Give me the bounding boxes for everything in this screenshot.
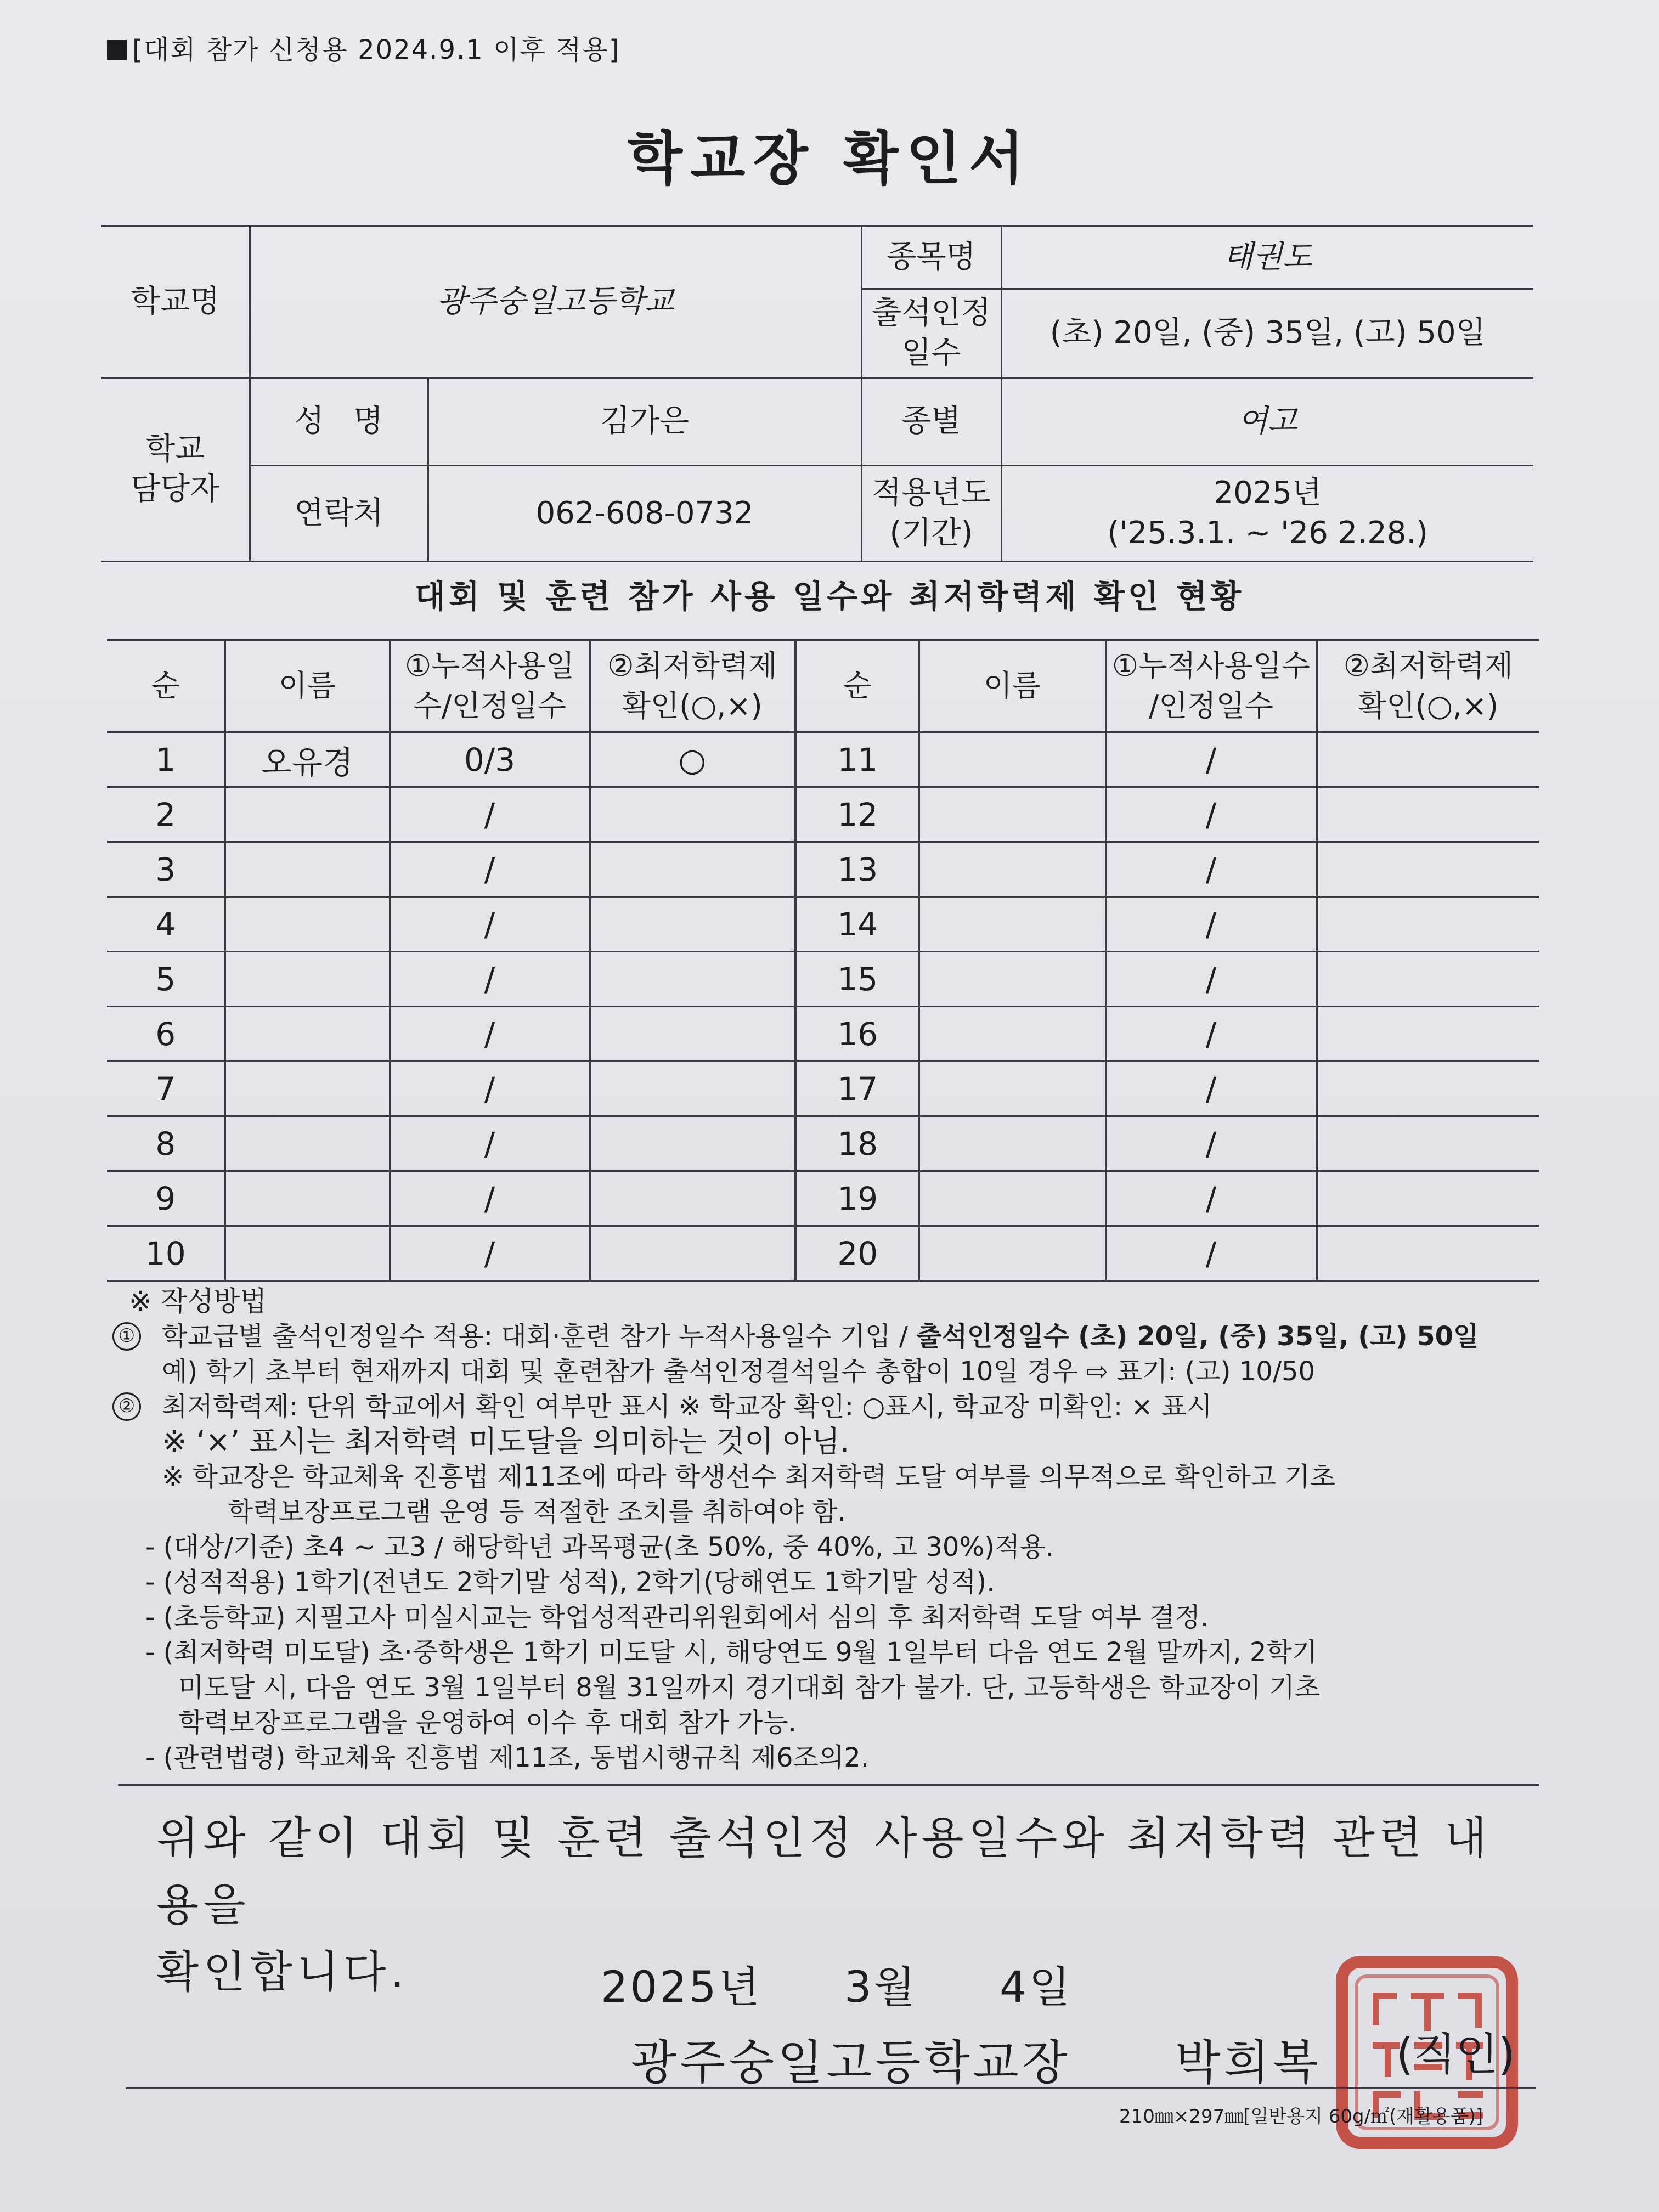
attendance-label: 출석인정 일수 [861,289,1001,378]
instructions [112,1284,1550,1775]
row-number-right: 14 [795,897,919,952]
student-name-right [919,1062,1105,1116]
note-dash-5: - (관련법령) 학교체육 진흥법 제11조, 동법시행규칙 제6조의2. [145,1742,870,1773]
student-name: 오유경 [225,732,390,787]
days-used-right: / [1105,952,1317,1007]
row-number: 4 [107,897,225,952]
student-name-right [919,1116,1105,1171]
signer [631,2024,1322,2092]
minimum-check: ○ [590,732,795,787]
footer-divider [126,2087,1536,2089]
student-name-right [919,732,1105,787]
minimum-check-right [1317,842,1539,897]
header-check-right: ②최저학력제 확인(○,×) [1317,640,1539,732]
period-value: ('25.3.1. ~ '26 2.28.) [1107,515,1428,551]
row-number-right: 19 [795,1171,919,1226]
minimum-check [590,842,795,897]
minimum-check [590,1171,795,1226]
row-number-right: 18 [795,1116,919,1171]
minimum-check [590,1007,795,1062]
divider [118,1784,1539,1786]
header-name-right: 이름 [919,640,1105,732]
instructions-title: ※ 작성방법 [129,1285,267,1317]
days-used: / [390,897,590,952]
minimum-check-right [1317,732,1539,787]
days-used-right: / [1105,732,1317,787]
note-1-bold: 출석인정일수 (초) 20일, (중) 35일, (고) 50일 [916,1321,1479,1352]
table-row [107,732,1539,787]
header-no-right: 순 [795,640,919,732]
student-name [225,1171,390,1226]
note-1 [112,1319,1550,1354]
student-name-right [919,952,1105,1007]
table-row [107,1062,1539,1116]
note-2-b1: ※ 학교장은 학교체육 진흥법 제11조에 따라 학생선수 최저학력 도달 여부를 의무적으로 확인하고 기초 [162,1462,1336,1492]
seal-label: (직인) [1396,2029,1515,2080]
row-number-right: 20 [795,1226,919,1281]
confirmation-line-1: 위와 같이 대회 및 훈련 출석인정 사용일수와 최저학력 관련 내용을 [156,1813,1491,1931]
row-number-right: 17 [795,1062,919,1116]
student-name [225,1116,390,1171]
row-number-right: 12 [795,787,919,842]
row-number: 9 [107,1171,225,1226]
note-dash-3: - (초등학교) 지필고사 미실시교는 학업성적관리위원회에서 심의 후 최저학력 도달 여부 결정. [145,1602,1209,1633]
circled-one-icon: ① [112,1322,141,1351]
type-label: 종별 [861,378,1001,466]
row-number: 3 [107,842,225,897]
student-name-right [919,787,1105,842]
sport-value: 태권도 [1001,226,1533,289]
minimum-check-right [1317,897,1539,952]
minimum-check [590,1226,795,1281]
header-note [107,29,620,66]
days-used: / [390,1226,590,1281]
minimum-check-right [1317,1062,1539,1116]
signed-date [601,1953,1073,2015]
type-value: 여고 [1001,378,1533,466]
days-used-right: / [1105,897,1317,952]
note-dash-4b: 미도달 시, 다음 연도 3월 1일부터 8월 31일까지 경기대회 참가 불가. 단, 고등학생은 학교장이 기초 [178,1672,1321,1703]
note-dash-4c: 학력보장프로그램을 운영하여 이수 후 대회 참가 가능. [178,1707,797,1738]
name-label: 성 명 [250,378,428,466]
days-used: / [390,842,590,897]
note-2-a: ※ ‘×’ 표시는 최저학력 미도달을 의미하는 것이 아님. [162,1424,850,1459]
note-1-text: 학교급별 출석인정일수 적용: 대회·훈련 참가 누적사용일수 기입 / [162,1321,917,1352]
days-used-right: / [1105,1116,1317,1171]
circled-two-icon: ② [112,1392,141,1421]
square-bullet-icon [107,40,127,60]
row-number: 2 [107,787,225,842]
row-number: 1 [107,732,225,787]
days-used: / [390,787,590,842]
contact-group-label: 학교 담당자 [101,378,250,562]
student-name [225,1226,390,1281]
header-check: ②최저학력제 확인(○,×) [590,640,795,732]
signer-title: 광주숭일고등학교장 [631,2035,1071,2090]
row-number: 10 [107,1226,225,1281]
student-name-right [919,897,1105,952]
minimum-check-right [1317,1226,1539,1281]
row-number: 8 [107,1116,225,1171]
row-number-right: 16 [795,1007,919,1062]
minimum-check [590,1116,795,1171]
student-name [225,1062,390,1116]
table-row [107,787,1539,842]
minimum-check [590,787,795,842]
header-days: ①누적사용일 수/인정일수 [390,640,590,732]
minimum-check-right [1317,1007,1539,1062]
header-name: 이름 [225,640,390,732]
info-table [101,225,1533,562]
header-note-text: [대회 참가 신청용 2024.9.1 이후 적용] [132,35,620,65]
section-subtitle: 대회 및 훈련 참가 사용 일수와 최저학력제 확인 현황 [414,578,1245,615]
row-number: 6 [107,1007,225,1062]
date-day: 4일 [999,1963,1073,2012]
table-row [107,1171,1539,1226]
page-title: 학교장 확인서 [627,125,1032,192]
minimum-check-right [1317,787,1539,842]
table-row [107,1007,1539,1062]
signer-name: 박희복 [1175,2035,1322,2090]
days-used-right: / [1105,787,1317,842]
table-row [107,1226,1539,1281]
roster-header-row [107,640,1539,732]
year-cell [1001,466,1533,562]
row-number: 7 [107,1062,225,1116]
header-days-right: ①누적사용일수 /인정일수 [1105,640,1317,732]
minimum-check-right [1317,1116,1539,1171]
phone-label: 연락처 [250,466,428,562]
days-used: / [390,952,590,1007]
student-name-right [919,1171,1105,1226]
minimum-check [590,897,795,952]
phone-value: 062-608-0732 [428,466,861,562]
note-dash-4a: - (최저학력 미도달) 초·중학생은 1학기 미도달 시, 해당연도 9월 1일부터 다음 연도 2월 말까지, 2학기 [145,1637,1318,1668]
roster-table [107,639,1539,1282]
school-value: 광주숭일고등학교 [250,226,861,378]
student-name [225,952,390,1007]
days-used-right: / [1105,1171,1317,1226]
row-number-right: 13 [795,842,919,897]
paper-spec: 210㎜×297㎜[일반용지 60g/㎡(재활용품)] [1119,2106,1483,2128]
student-name-right [919,842,1105,897]
row-number-right: 15 [795,952,919,1007]
name-value: 김가은 [428,378,861,466]
student-name-right [919,1226,1105,1281]
student-name [225,787,390,842]
note-2 [112,1389,1550,1424]
year-value: 2025년 [1214,475,1322,511]
days-used-right: / [1105,842,1317,897]
days-used-right: / [1105,1062,1317,1116]
row-number-right: 11 [795,732,919,787]
student-name [225,1007,390,1062]
year-label: 적용년도 (기간) [861,466,1001,562]
days-used: / [390,1171,590,1226]
confirmation-line-2: 확인합니다. [156,1946,409,1997]
student-name [225,897,390,952]
table-row [107,897,1539,952]
note-2-b2: 학력보장프로그램 운영 등 적절한 조치를 취하여야 함. [228,1497,846,1527]
days-used-right: / [1105,1226,1317,1281]
days-used: 0/3 [390,732,590,787]
date-year: 2025년 [601,1963,762,2012]
header-no: 순 [107,640,225,732]
days-used: / [390,1007,590,1062]
school-label: 학교명 [101,226,250,378]
student-name-right [919,1007,1105,1062]
row-number: 5 [107,952,225,1007]
days-used-right: / [1105,1007,1317,1062]
table-row [107,1116,1539,1171]
days-used: / [390,1062,590,1116]
date-month: 3월 [844,1963,917,2012]
note-2-text: 최저학력제: 단위 학교에서 확인 여부만 표시 ※ 학교장 확인: ○표시, 학교장 미확인: × 표시 [162,1391,1212,1422]
minimum-check-right [1317,952,1539,1007]
attendance-value: (초) 20일, (중) 35일, (고) 50일 [1001,289,1533,378]
sport-label: 종목명 [861,226,1001,289]
table-row [107,842,1539,897]
minimum-check-right [1317,1171,1539,1226]
note-1-example: 예) 학기 초부터 현재까지 대회 및 훈련참가 출석인정결석일수 총합이 10일 경우 ⇨ 표기: (고) 10/50 [162,1356,1316,1387]
table-row [107,952,1539,1007]
minimum-check [590,952,795,1007]
minimum-check [590,1062,795,1116]
student-name [225,842,390,897]
note-dash-1: - (대상/기준) 초4 ~ 고3 / 해당학년 과목평균(초 50%, 중 40%, 고 30%)적용. [145,1532,1054,1562]
note-dash-2: - (성적적용) 1학기(전년도 2학기말 성적), 2학기(당해연도 1학기말 성적). [145,1567,995,1598]
days-used: / [390,1116,590,1171]
